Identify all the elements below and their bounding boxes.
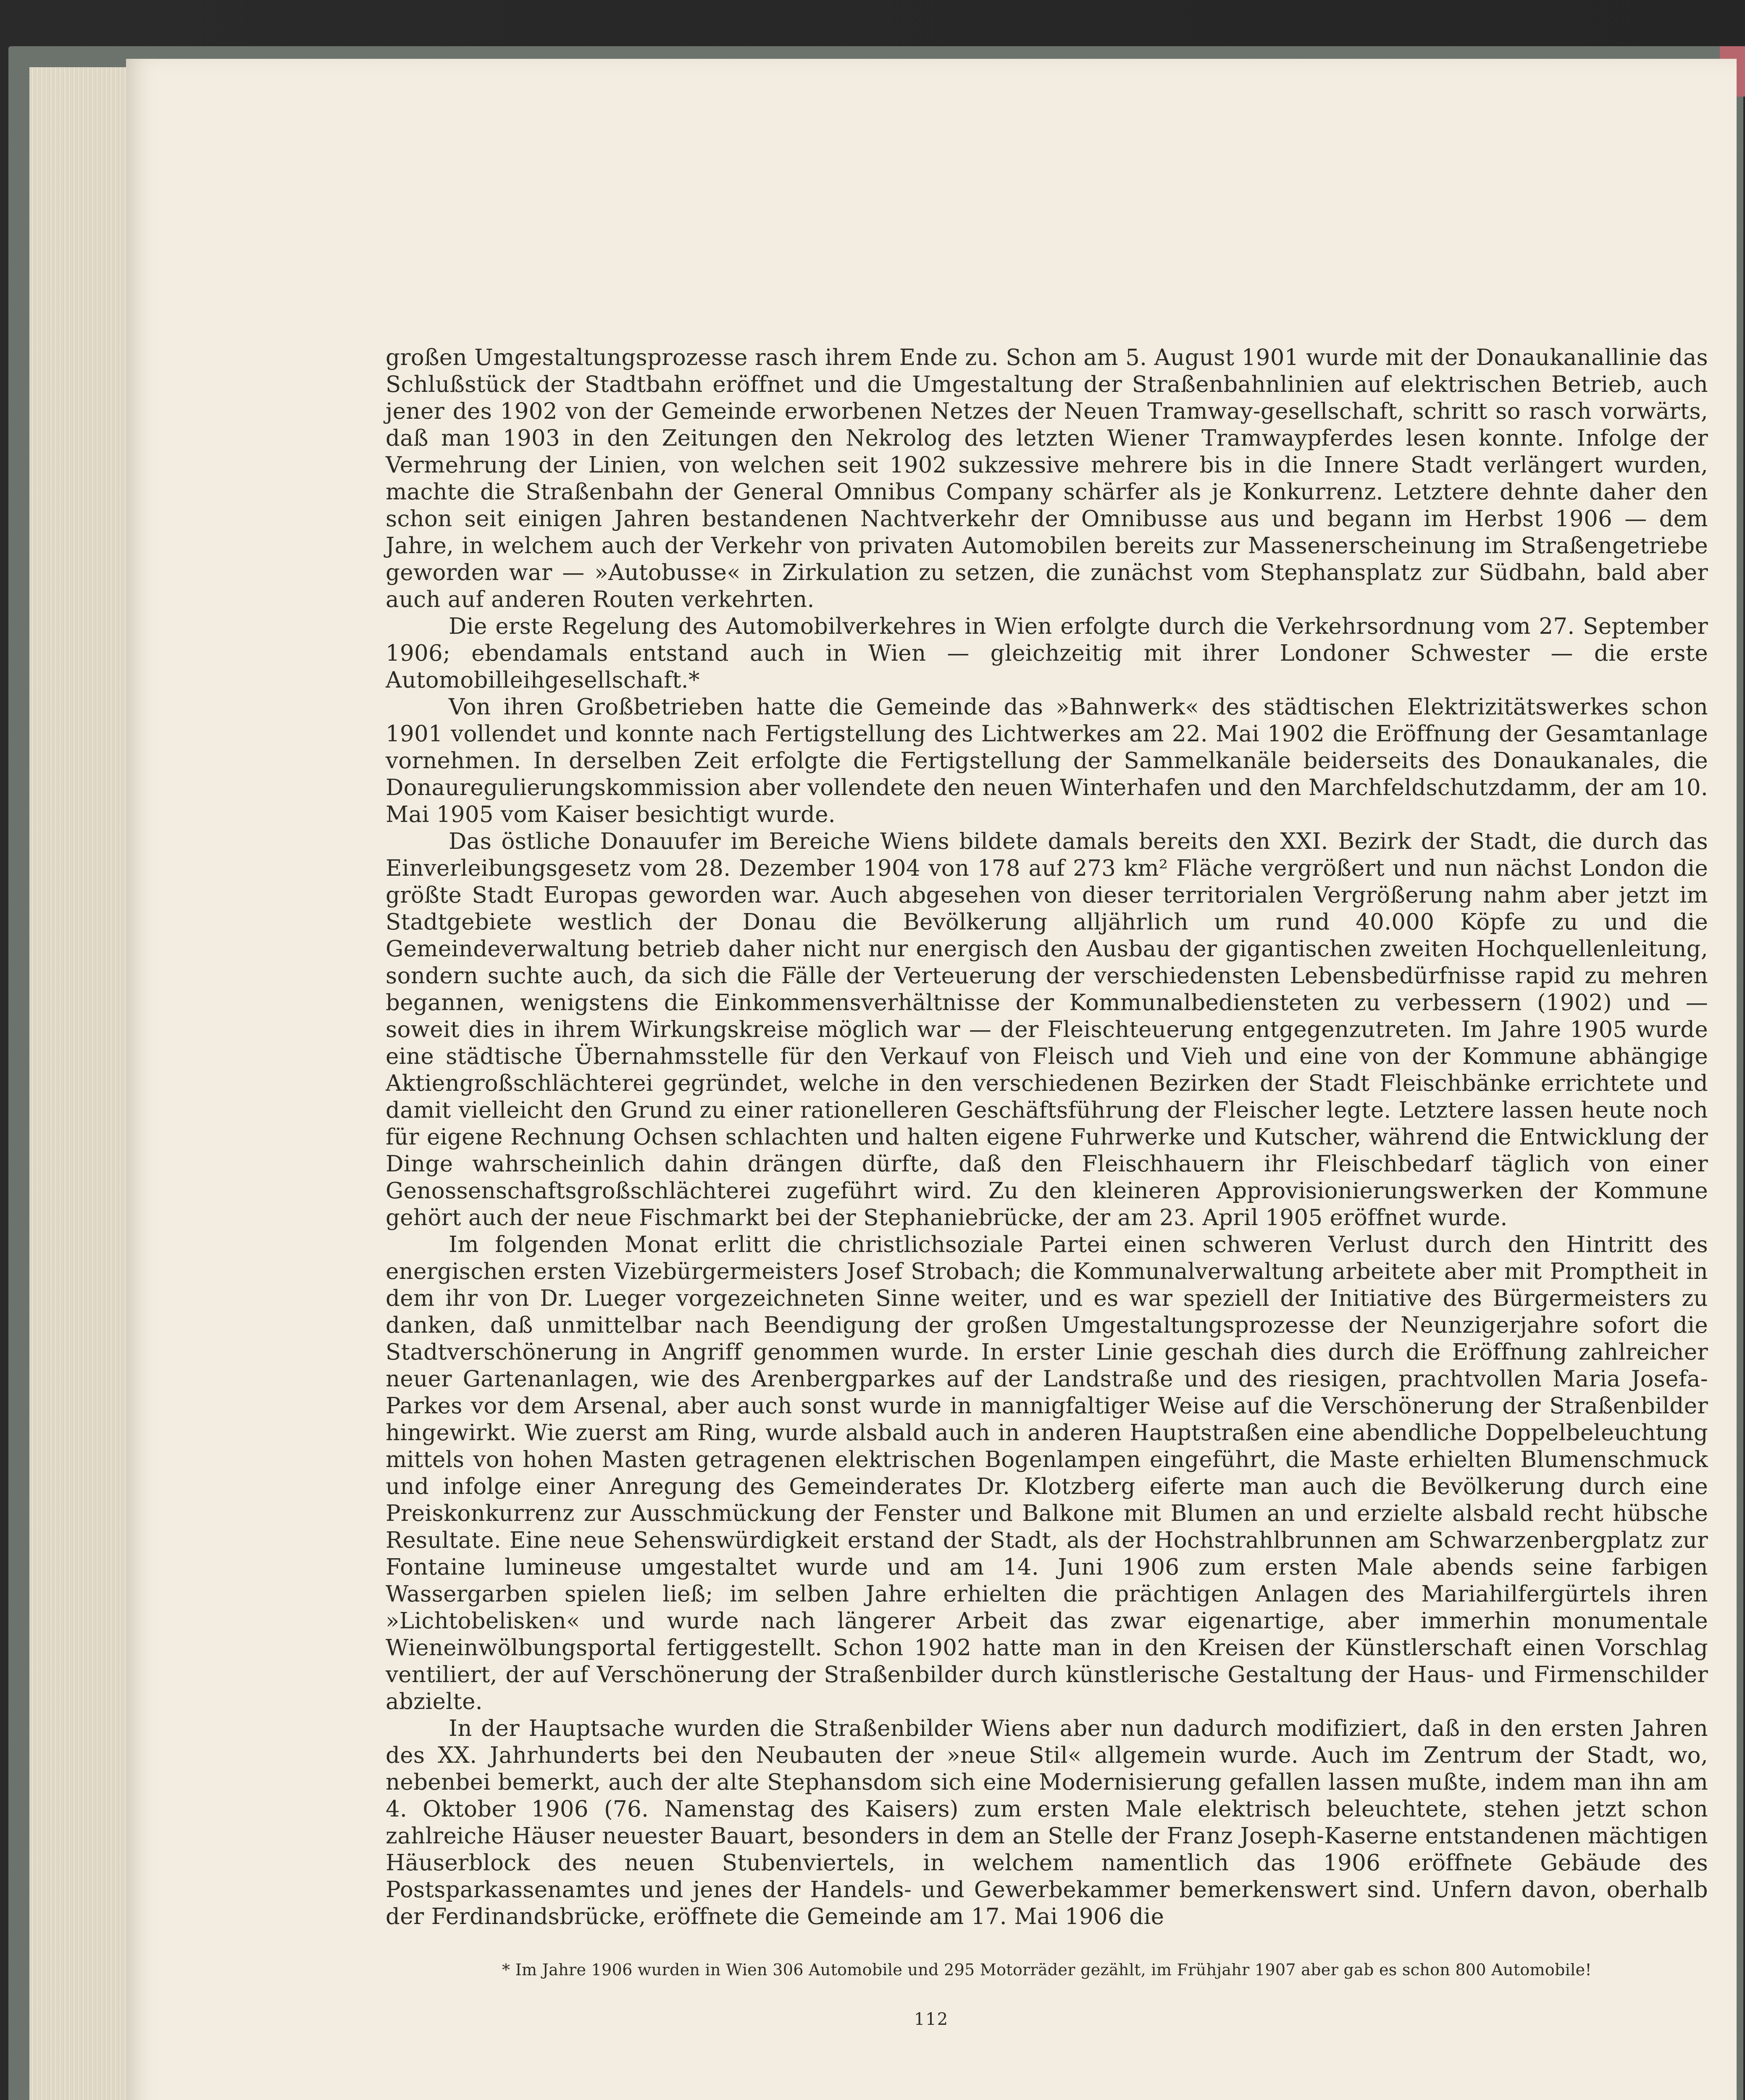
paragraph: Das östliche Donauufer im Bereiche Wiens bildete damals bereits den XXI. Bezirk der Stadt, die durch das Einverleibungsgesetz vom 28. Dezember 1904 von 178 auf 273 km² Fläche vergrößert und nun nächst London die größte Stadt Europas geworden war. Auch abgesehen von dieser territorialen Vergrößerung nahm aber jetzt im Stadtgebiete westlich der Donau die Bevölkerung alljährlich um rund 40.000 Köpfe zu und die Gemeindeverwaltung betrieb daher nicht nur energisch den Ausbau der gigantischen zweiten Hochquellenleitung, sondern suchte auch, da sich die Fälle der Verteuerung der verschiedensten Lebensbedürfnisse rapid zu mehren begannen, wenigstens die Einkommensverhältnisse der Kommunalbediensteten zu verbessern (1902) und — soweit dies in ihrem Wirkungskreise möglich war — der Fleischteuerung entgegenzutreten. Im Jahre 1905 wurde eine städtische Übernahmsstelle für den Verkauf von Fleisch und Vieh und eine von der Kommune abhängige Aktiengroßschlächterei gegründet, welche in den verschiedenen Bezirken der Stadt Fleischbänke errichtete und damit vielleicht den Grund zu einer rationelleren Geschäftsführung der Fleischer legte. Letztere lassen heute noch für eigene Rechnung Ochsen schlachten und halten eigene Fuhrwerke und Kutscher, während die Entwicklung der Dinge wahrscheinlich dahin drängen dürfte, daß den Fleischhauern ihr Fleischbedarf täglich von einer Genossenschaftsgroßschlächterei zugeführt wird. Zu den kleineren Approvisionierungswerken der Kommune gehört auch der neue Fischmarkt bei der Stephaniebrücke, der am 23. April 1905 eröffnet wurde. xyxy=(386,829,1708,1231)
paragraph: In der Hauptsache wurden die Straßenbilder Wiens aber nun dadurch modifiziert, daß in den ersten Jahren des XX. Jahrhunderts bei den Neubauten der »neue Stil« allgemein wurde. Auch im Zentrum der Stadt, wo, nebenbei bemerkt, auch der alte Stephansdom sich eine Modernisierung gefallen lassen mußte, indem man ihn am 4. Oktober 1906 (76. Namenstag des Kaisers) zum ersten Male elektrisch beleuchtete, stehen jetzt schon zahlreiche Häuser neuester Bauart, besonders in dem an Stelle der Franz Joseph-Kaserne entstandenen mächtigen Häuserblock des neuen Stubenviertels, in welchem namentlich das 1906 eröffnete Gebäude des Postsparkassenamtes und jenes der Handels- und Gewerbekammer bemerkenswert sind. Unfern davon, oberhalb der Ferdinandsbrücke, eröffnete die Gemeinde am 17. Mai 1906 die xyxy=(386,1716,1708,1929)
footnote: * Im Jahre 1906 wurden in Wien 306 Automobile und 295 Motorräder gezählt, im Frühjahr 1907 aber gab es schon 800 Automobile! xyxy=(502,1961,1592,1979)
paragraph: Von ihren Großbetrieben hatte die Gemeinde das »Bahnwerk« des städtischen Elektrizitätswerkes schon 1901 vollendet und konnte nach Fertigstellung des Lichtwerkes am 22. Mai 1902 die Eröffnung der Gesamtanlage vornehmen. In derselben Zeit erfolgte die Fertigstellung der Sammelkanäle beiderseits des Donaukanales, die Donauregulierungskommission aber vollendete den neuen Winterhafen und den Marchfeldschutzdamm, der am 10. Mai 1905 vom Kaiser besichtigt wurde. xyxy=(386,694,1708,827)
paragraph: Die erste Regelung des Automobilverkehres in Wien erfolgte durch die Verkehrsordnung vom 27. September 1906; ebendamals entstand auch in Wien — gleichzeitig mit ihrer Londoner Schwester — die erste Automobilleihgesellschaft.* xyxy=(386,614,1708,693)
page-edges xyxy=(29,67,139,2100)
page-number: 112 xyxy=(914,2010,949,2029)
body-text xyxy=(386,344,1708,1930)
paragraph: großen Umgestaltungsprozesse rasch ihrem Ende zu. Schon am 5. August 1901 wurde mit der Donaukanallinie das Schlußstück der Stadtbahn eröffnet und die Umgestaltung der Straßenbahnlinien auf elektrischen Betrieb, auch jener des 1902 von der Gemeinde erworbenen Netzes der Neuen Tramway-gesellschaft, schritt so rasch vorwärts, daß man 1903 in den Zeitungen den Nekrolog des letzten Wiener Tramwaypferdes lesen konnte. Infolge der Vermehrung der Linien, von welchen seit 1902 sukzessive mehrere bis in die Innere Stadt verlängert wurden, machte die Straßenbahn der General Omnibus Company schärfer als je Konkurrenz. Letztere dehnte daher den schon seit einigen Jahren bestandenen Nachtverkehr der Omnibusse aus und begann im Herbst 1906 — dem Jahre, in welchem auch der Verkehr von privaten Automobilen bereits zur Massenerscheinung im Straßengetriebe geworden war — »Autobusse« in Zirkulation zu setzen, die zunächst vom Stephansplatz zur Südbahn, bald aber auch auf anderen Routen verkehrten. xyxy=(386,345,1708,612)
book-page xyxy=(126,59,1737,2100)
paragraph: Im folgenden Monat erlitt die christlichsoziale Partei einen schweren Verlust durch den Hintritt des energischen ersten Vizebürgermeisters Josef Strobach; die Kommunalverwaltung arbeitete aber mit Promptheit in dem ihr von Dr. Lueger vorgezeichneten Sinne weiter, und es war speziell der Initiative des Bürgermeisters zu danken, daß unmittelbar nach Beendigung der großen Umgestaltungsprozesse der Neunzigerjahre sofort die Stadtverschönerung in Angriff genommen wurde. In erster Linie geschah dies durch die Eröffnung zahlreicher neuer Gartenanlagen, wie des Arenbergparkes auf der Landstraße und des riesigen, prachtvollen Maria Josefa-Parkes vor dem Arsenal, aber auch sonst wurde in mannigfaltiger Weise auf die Verschönerung der Straßenbilder hingewirkt. Wie zuerst am Ring, wurde alsbald auch in anderen Hauptstraßen eine abendliche Doppelbeleuchtung mittels von hohen Masten getragenen elektrischen Bogenlampen eingeführt, die Maste erhielten Blumenschmuck und infolge einer Anregung des Gemeinderates Dr. Klotzberg eiferte man auch die Bevölkerung durch eine Preiskonkurrenz zur Ausschmückung der Fenster und Balkone mit Blumen an und erzielte alsbald recht hübsche Resultate. Eine neue Sehenswürdigkeit erstand der Stadt, als der Hochstrahlbrunnen am Schwarzenbergplatz zur Fontaine lumineuse umgestaltet wurde und am 14. Juni 1906 zum ersten Male abends seine farbigen Wassergarben spielen ließ; im selben Jahre erhielten die prächtigen Anlagen des Mariahilfergürtels ihren »Lichtobelisken« und wurde nach längerer Arbeit das zwar eigenartige, aber immerhin monumentale Wieneinwölbungsportal fertiggestellt. Schon 1902 hatte man in den Kreisen der Künstlerschaft einen Vorschlag ventiliert, der auf Verschönerung der Straßenbilder durch künstlerische Gestaltung der Haus- und Firmenschilder abzielte. xyxy=(386,1232,1708,1714)
